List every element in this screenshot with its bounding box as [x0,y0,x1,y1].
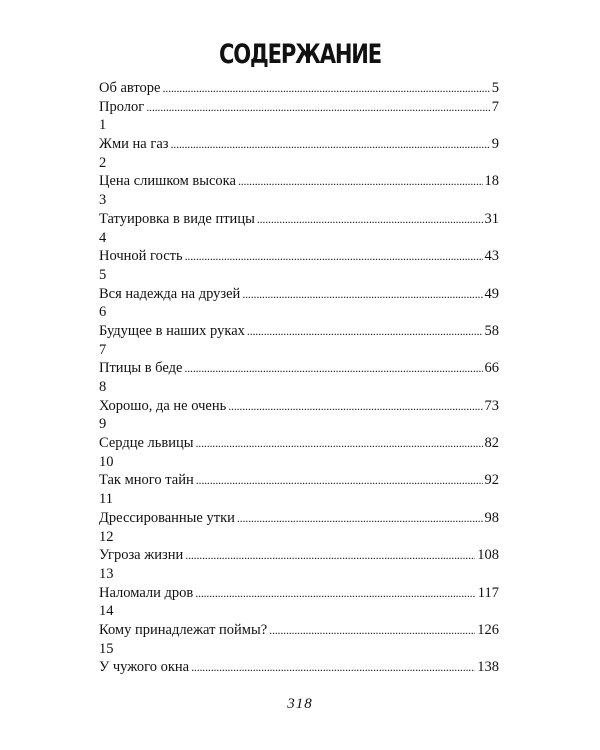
dot-leader [237,509,483,528]
dot-leader [170,135,489,154]
toc-entry[interactable] [99,210,499,229]
dot-leader [162,79,489,98]
dot-leader [247,322,483,341]
toc-entry-title: Кому принадлежат поймы? [99,621,268,638]
dot-leader [184,359,482,378]
dot-leader [228,397,482,416]
chapter-number: 5 [99,266,107,283]
chapter-number: 11 [99,491,113,508]
chapter-number: 6 [99,304,107,321]
chapter-number: 3 [99,192,107,209]
dot-leader [242,285,482,304]
toc-entry[interactable] [99,359,499,378]
chapter-number: 9 [99,416,107,433]
dot-leader [257,210,483,229]
toc-entry-page: 117 [477,584,499,601]
toc-entry-page: 126 [477,621,499,638]
toc-entry-title: Хорошо, да не очень [99,397,227,414]
toc-entry[interactable] [99,172,499,191]
toc-entry[interactable] [99,322,499,341]
toc-entry-page: 92 [484,472,499,489]
page-number: 318 [287,696,313,712]
toc-entry-page: 49 [484,285,499,302]
table-of-contents [99,79,499,677]
dot-leader [196,434,483,453]
toc-entry-title: Вся надежда на друзей [99,285,241,302]
chapter-number: 15 [99,640,114,657]
chapter-number: 4 [99,229,107,246]
toc-entry-page: 18 [484,173,499,190]
toc-entry[interactable] [99,79,499,98]
toc-entry-title: Птицы в беде [99,360,183,377]
toc-entry-title: Будущее в наших руках [99,322,245,339]
dot-leader [185,247,483,266]
toc-entry-title: Сердце львицы [99,435,194,452]
dot-leader [191,658,475,677]
toc-entry-page: 73 [484,397,499,414]
dot-leader [238,172,483,191]
dot-leader [146,98,490,117]
toc-entry[interactable] [99,584,499,603]
toc-entry-title: Так много тайн [99,472,194,489]
toc-entry-page: 43 [484,248,499,265]
toc-entry-page: 58 [484,322,499,339]
toc-entry-title: Цена слишком высока [99,173,236,190]
toc-entry-page: 66 [484,360,499,377]
toc-entry-title: Татуировка в виде птицы [99,210,255,227]
chapter-number: 12 [99,528,114,545]
page-title: СОДЕРЖАНИЕ [219,39,381,70]
toc-entry[interactable] [99,658,499,677]
toc-entry-title: Наломали дров [99,584,194,601]
toc-entry[interactable] [99,135,499,154]
toc-entry-title: Дрессированные утки [99,509,235,526]
toc-entry-page: 7 [491,98,499,115]
chapter-number: 2 [99,154,107,171]
toc-entry-title: Жми на газ [99,136,169,153]
toc-entry-title: Пролог [99,98,145,115]
toc-entry[interactable] [99,509,499,528]
toc-entry-title: Ночной гость [99,248,183,265]
toc-entry[interactable] [99,285,499,304]
chapter-number: 1 [99,117,107,134]
toc-entry-page: 82 [484,435,499,452]
toc-entry[interactable] [99,434,499,453]
dot-leader [195,584,476,603]
toc-entry-page: 5 [491,80,499,96]
chapter-number: 7 [99,341,107,358]
toc-entry-title: Угроза жизни [99,547,184,564]
toc-entry-page: 98 [484,509,499,526]
toc-entry[interactable] [99,98,499,117]
toc-entry-page: 108 [477,547,499,564]
dot-leader [185,546,475,565]
toc-entry[interactable] [99,621,499,640]
toc-entry-page: 138 [477,659,499,676]
chapter-number: 14 [99,603,114,620]
chapter-number: 10 [99,453,114,470]
toc-entry-title: У чужого окна [99,659,190,676]
toc-entry[interactable] [99,397,499,416]
chapter-number: 13 [99,565,114,582]
dot-leader [196,471,483,490]
toc-entry-page: 31 [484,210,499,227]
dot-leader [269,621,475,640]
toc-entry[interactable] [99,247,499,266]
toc-entry[interactable] [99,471,499,490]
toc-entry-page: 9 [491,136,499,153]
chapter-number: 8 [99,379,107,395]
toc-entry[interactable] [99,546,499,565]
toc-entry-title: Об авторе [99,80,161,96]
